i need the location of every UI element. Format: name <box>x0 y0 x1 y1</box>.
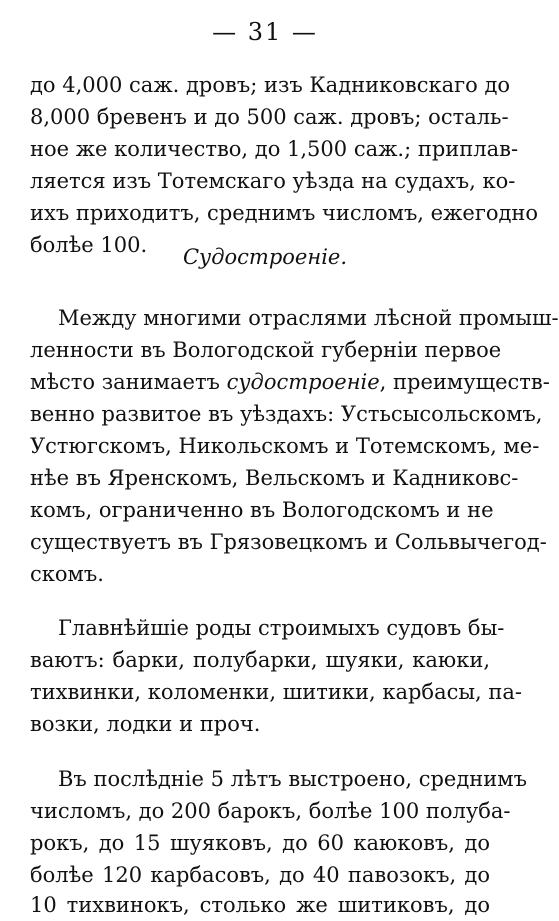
text-line: возки, лодки и проч. <box>30 712 261 736</box>
text-line: скомъ. <box>30 562 104 586</box>
text-line: болѣе 100. <box>30 233 148 257</box>
text-line: Главнѣйшіе роды строимыхъ судовъ бы- <box>58 616 505 640</box>
text-line: ляется изъ Тотемскаго уѣзда на судахъ, ко- <box>30 169 516 193</box>
text-line: Въ послѣдніе 5 лѣтъ выстроено, среднимъ <box>58 767 527 791</box>
text-line: до 4,000 саж. дровъ; изъ Кадниковскаго до <box>30 73 511 97</box>
text-line: комъ, ограниченно въ Вологодскомъ и не <box>30 498 494 522</box>
text-line: 8,000 бревенъ и до 500 саж. дровъ; осталь- <box>30 105 509 129</box>
section-heading: Судостроеніе. <box>182 245 348 269</box>
text-line: ленности въ Вологодской губерніи первое <box>30 338 502 362</box>
page-number: — 31 — <box>212 18 318 46</box>
text-span: , преимуществ- <box>379 370 550 394</box>
text-line: существуетъ въ Грязовецкомъ и Сольвычегод- <box>30 530 547 554</box>
text-line: 10 тихвинокъ, столько же шитиковъ, до <box>30 893 490 917</box>
text-line: числомъ, до 200 барокъ, болѣе 100 полуба- <box>30 799 511 823</box>
text-line: болѣе 120 карбасовъ, до 40 павозокъ, до <box>30 863 490 887</box>
text-line: венно развитое въ уѣздахъ: Устьсысольскомъ, <box>30 402 543 426</box>
text-line: ваютъ: барки, полубарки, шуяки, каюки, <box>30 648 490 672</box>
text-line: тихвинки, коломенки, шитики, карбасы, па- <box>30 680 523 704</box>
text-line <box>30 367 550 397</box>
text-line: Между многими отраслями лѣсной промыш- <box>58 306 559 330</box>
text-line: нѣе въ Яренскомъ, Вельскомъ и Кадниковс- <box>30 466 519 490</box>
italic-term: судостроеніе <box>226 370 380 394</box>
text-line: рокъ, до 15 шуяковъ, до 60 каюковъ, до <box>30 831 490 855</box>
text-line: ихъ приходитъ, среднимъ числомъ, ежегодно <box>30 201 539 225</box>
text-line: ное же количество, до 1,500 саж.; приплав- <box>30 137 519 161</box>
text-line: Устюгскомъ, Никольскомъ и Тотемскомъ, ме- <box>30 434 540 458</box>
text-span: мѣсто занимаетъ <box>30 370 227 394</box>
